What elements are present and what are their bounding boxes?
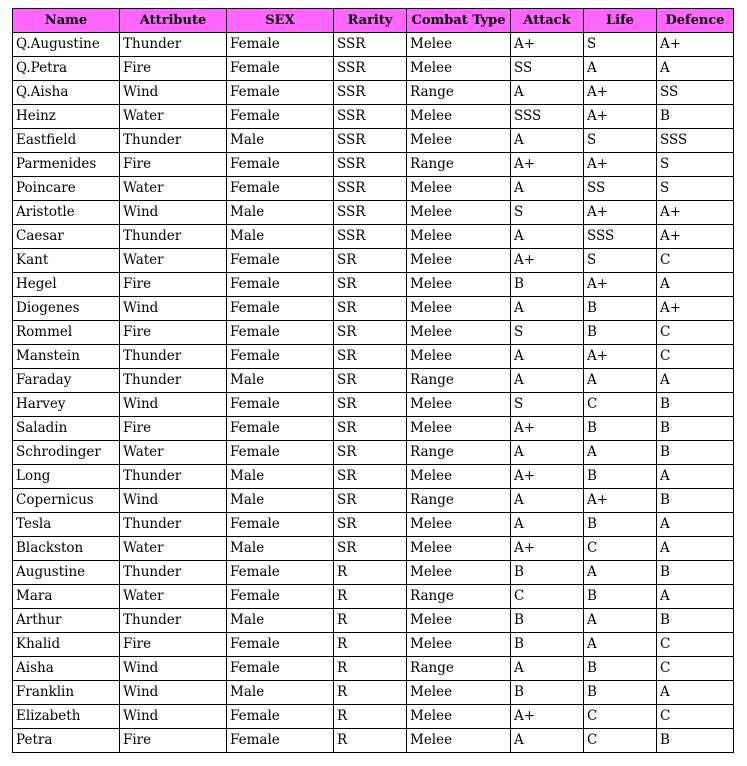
cell-defence: A <box>657 273 734 297</box>
cell-attribute: Fire <box>120 633 227 657</box>
column-header-combat-type: Combat Type <box>407 9 511 33</box>
cell-rarity: SR <box>334 441 407 465</box>
cell-name: Q.Augustine <box>13 33 120 57</box>
cell-combat-type: Melee <box>407 681 511 705</box>
cell-combat-type: Melee <box>407 249 511 273</box>
cell-sex: Male <box>227 369 334 393</box>
cell-life: A <box>584 57 657 81</box>
cell-rarity: R <box>334 633 407 657</box>
cell-attribute: Wind <box>120 201 227 225</box>
cell-rarity: SSR <box>334 33 407 57</box>
cell-attack: A+ <box>511 537 584 561</box>
cell-attribute: Thunder <box>120 129 227 153</box>
cell-rarity: SSR <box>334 105 407 129</box>
cell-life: S <box>584 249 657 273</box>
cell-name: Khalid <box>13 633 120 657</box>
cell-rarity: R <box>334 729 407 753</box>
cell-rarity: R <box>334 681 407 705</box>
column-header-life: Life <box>584 9 657 33</box>
cell-sex: Female <box>227 705 334 729</box>
cell-attack: A <box>511 345 584 369</box>
cell-name: Q.Aisha <box>13 81 120 105</box>
cell-rarity: SR <box>334 297 407 321</box>
cell-attribute: Thunder <box>120 609 227 633</box>
cell-rarity: SSR <box>334 57 407 81</box>
table-row <box>13 633 734 657</box>
cell-name: Aristotle <box>13 201 120 225</box>
cell-sex: Female <box>227 729 334 753</box>
cell-combat-type: Melee <box>407 513 511 537</box>
cell-name: Poincare <box>13 177 120 201</box>
cell-combat-type: Melee <box>407 633 511 657</box>
cell-defence: A+ <box>657 33 734 57</box>
cell-attack: A <box>511 513 584 537</box>
cell-attack: A <box>511 225 584 249</box>
cell-name: Faraday <box>13 369 120 393</box>
cell-life: SSS <box>584 225 657 249</box>
cell-sex: Female <box>227 177 334 201</box>
table-row <box>13 465 734 489</box>
cell-defence: A+ <box>657 225 734 249</box>
cell-name: Kant <box>13 249 120 273</box>
table-row <box>13 249 734 273</box>
cell-life: B <box>584 297 657 321</box>
cell-attack: SS <box>511 57 584 81</box>
cell-name: Elizabeth <box>13 705 120 729</box>
table-row <box>13 81 734 105</box>
cell-sex: Female <box>227 417 334 441</box>
cell-combat-type: Range <box>407 369 511 393</box>
cell-life: A+ <box>584 81 657 105</box>
cell-rarity: SSR <box>334 129 407 153</box>
cell-defence: A+ <box>657 297 734 321</box>
character-table <box>12 8 734 753</box>
cell-life: B <box>584 513 657 537</box>
cell-life: A+ <box>584 201 657 225</box>
table-row <box>13 537 734 561</box>
cell-name: Long <box>13 465 120 489</box>
table-row <box>13 177 734 201</box>
table-row <box>13 609 734 633</box>
cell-attribute: Water <box>120 585 227 609</box>
cell-sex: Male <box>227 129 334 153</box>
cell-combat-type: Melee <box>407 465 511 489</box>
cell-sex: Female <box>227 345 334 369</box>
cell-name: Mara <box>13 585 120 609</box>
cell-combat-type: Melee <box>407 537 511 561</box>
cell-defence: A <box>657 585 734 609</box>
cell-defence: C <box>657 705 734 729</box>
cell-sex: Female <box>227 57 334 81</box>
table-row <box>13 345 734 369</box>
cell-rarity: SSR <box>334 81 407 105</box>
table-row <box>13 321 734 345</box>
cell-combat-type: Melee <box>407 561 511 585</box>
cell-rarity: SSR <box>334 153 407 177</box>
cell-combat-type: Melee <box>407 129 511 153</box>
cell-sex: Male <box>227 225 334 249</box>
cell-defence: B <box>657 729 734 753</box>
cell-sex: Female <box>227 273 334 297</box>
cell-sex: Female <box>227 81 334 105</box>
cell-defence: C <box>657 249 734 273</box>
cell-attack: B <box>511 561 584 585</box>
cell-combat-type: Melee <box>407 177 511 201</box>
cell-life: B <box>584 681 657 705</box>
column-header-defence: Defence <box>657 9 734 33</box>
cell-defence: A <box>657 465 734 489</box>
cell-name: Parmenides <box>13 153 120 177</box>
cell-attack: A <box>511 729 584 753</box>
cell-sex: Male <box>227 537 334 561</box>
cell-life: A <box>584 561 657 585</box>
cell-combat-type: Melee <box>407 33 511 57</box>
cell-life: C <box>584 729 657 753</box>
cell-combat-type: Range <box>407 441 511 465</box>
cell-attack: A <box>511 81 584 105</box>
cell-name: Tesla <box>13 513 120 537</box>
cell-defence: A+ <box>657 201 734 225</box>
cell-attribute: Wind <box>120 81 227 105</box>
cell-combat-type: Melee <box>407 105 511 129</box>
cell-defence: S <box>657 153 734 177</box>
cell-rarity: SSR <box>334 225 407 249</box>
cell-combat-type: Range <box>407 585 511 609</box>
cell-attribute: Fire <box>120 321 227 345</box>
cell-life: S <box>584 33 657 57</box>
cell-attack: A+ <box>511 33 584 57</box>
column-header-name: Name <box>13 9 120 33</box>
cell-rarity: SR <box>334 513 407 537</box>
cell-attribute: Thunder <box>120 513 227 537</box>
table-row <box>13 441 734 465</box>
cell-attack: A <box>511 129 584 153</box>
cell-life: A+ <box>584 153 657 177</box>
cell-rarity: SR <box>334 393 407 417</box>
cell-life: C <box>584 537 657 561</box>
cell-rarity: R <box>334 705 407 729</box>
cell-defence: S <box>657 177 734 201</box>
cell-life: B <box>584 465 657 489</box>
cell-combat-type: Melee <box>407 393 511 417</box>
cell-combat-type: Melee <box>407 729 511 753</box>
cell-name: Copernicus <box>13 489 120 513</box>
table-row <box>13 273 734 297</box>
cell-life: A <box>584 369 657 393</box>
cell-life: B <box>584 657 657 681</box>
cell-sex: Male <box>227 201 334 225</box>
cell-rarity: SR <box>334 489 407 513</box>
cell-attack: A+ <box>511 417 584 441</box>
cell-attack: B <box>511 273 584 297</box>
cell-name: Q.Petra <box>13 57 120 81</box>
cell-attribute: Fire <box>120 57 227 81</box>
table-row <box>13 561 734 585</box>
cell-life: B <box>584 321 657 345</box>
cell-attribute: Water <box>120 249 227 273</box>
table-row <box>13 105 734 129</box>
cell-sex: Male <box>227 609 334 633</box>
cell-sex: Female <box>227 561 334 585</box>
cell-attack: A+ <box>511 465 584 489</box>
cell-sex: Female <box>227 153 334 177</box>
cell-attribute: Fire <box>120 417 227 441</box>
cell-sex: Female <box>227 249 334 273</box>
cell-rarity: R <box>334 585 407 609</box>
cell-sex: Female <box>227 513 334 537</box>
cell-rarity: SR <box>334 537 407 561</box>
cell-sex: Male <box>227 489 334 513</box>
table-row <box>13 729 734 753</box>
column-header-attack: Attack <box>511 9 584 33</box>
cell-attribute: Fire <box>120 153 227 177</box>
cell-attack: A <box>511 177 584 201</box>
cell-life: B <box>584 417 657 441</box>
cell-defence: SS <box>657 81 734 105</box>
table-row <box>13 417 734 441</box>
cell-rarity: R <box>334 609 407 633</box>
table-row <box>13 225 734 249</box>
cell-combat-type: Melee <box>407 201 511 225</box>
cell-name: Petra <box>13 729 120 753</box>
cell-rarity: SR <box>334 273 407 297</box>
cell-attack: C <box>511 585 584 609</box>
cell-life: A+ <box>584 273 657 297</box>
table-row <box>13 201 734 225</box>
cell-rarity: R <box>334 657 407 681</box>
table-row <box>13 393 734 417</box>
cell-name: Caesar <box>13 225 120 249</box>
table-row <box>13 657 734 681</box>
cell-defence: A <box>657 537 734 561</box>
header-row <box>13 9 734 33</box>
cell-rarity: SSR <box>334 201 407 225</box>
cell-name: Franklin <box>13 681 120 705</box>
cell-attack: A+ <box>511 153 584 177</box>
cell-defence: B <box>657 609 734 633</box>
cell-attack: A+ <box>511 705 584 729</box>
cell-name: Harvey <box>13 393 120 417</box>
cell-defence: A <box>657 513 734 537</box>
cell-life: S <box>584 129 657 153</box>
cell-combat-type: Range <box>407 657 511 681</box>
table-row <box>13 513 734 537</box>
cell-attack: A <box>511 657 584 681</box>
cell-name: Aisha <box>13 657 120 681</box>
cell-sex: Female <box>227 33 334 57</box>
cell-combat-type: Melee <box>407 345 511 369</box>
cell-name: Hegel <box>13 273 120 297</box>
cell-attribute: Thunder <box>120 465 227 489</box>
cell-attribute: Wind <box>120 393 227 417</box>
table-header <box>13 9 734 33</box>
cell-life: A <box>584 633 657 657</box>
table-row <box>13 369 734 393</box>
cell-life: A <box>584 609 657 633</box>
column-header-sex: SEX <box>227 9 334 33</box>
cell-attribute: Wind <box>120 489 227 513</box>
cell-life: C <box>584 393 657 417</box>
cell-sex: Female <box>227 321 334 345</box>
cell-combat-type: Melee <box>407 225 511 249</box>
cell-rarity: SR <box>334 249 407 273</box>
table-row <box>13 297 734 321</box>
cell-attribute: Fire <box>120 273 227 297</box>
cell-name: Arthur <box>13 609 120 633</box>
cell-life: A+ <box>584 345 657 369</box>
table-row <box>13 705 734 729</box>
cell-sex: Female <box>227 657 334 681</box>
cell-attack: S <box>511 393 584 417</box>
cell-attack: A <box>511 297 584 321</box>
cell-name: Blackston <box>13 537 120 561</box>
cell-sex: Male <box>227 681 334 705</box>
cell-defence: C <box>657 657 734 681</box>
cell-name: Augustine <box>13 561 120 585</box>
cell-sex: Female <box>227 393 334 417</box>
cell-combat-type: Range <box>407 81 511 105</box>
cell-life: A+ <box>584 105 657 129</box>
cell-combat-type: Melee <box>407 297 511 321</box>
cell-rarity: SR <box>334 417 407 441</box>
cell-combat-type: Range <box>407 153 511 177</box>
cell-defence: C <box>657 345 734 369</box>
cell-defence: B <box>657 561 734 585</box>
cell-attribute: Water <box>120 177 227 201</box>
cell-attack: A <box>511 441 584 465</box>
cell-attack: S <box>511 321 584 345</box>
cell-name: Manstein <box>13 345 120 369</box>
cell-defence: B <box>657 441 734 465</box>
cell-combat-type: Melee <box>407 609 511 633</box>
cell-attribute: Thunder <box>120 561 227 585</box>
cell-attribute: Wind <box>120 681 227 705</box>
cell-defence: B <box>657 417 734 441</box>
cell-attribute: Water <box>120 441 227 465</box>
cell-defence: C <box>657 321 734 345</box>
cell-defence: B <box>657 489 734 513</box>
cell-attack: A+ <box>511 249 584 273</box>
cell-sex: Female <box>227 585 334 609</box>
cell-sex: Male <box>227 465 334 489</box>
cell-attack: A <box>511 369 584 393</box>
table-row <box>13 585 734 609</box>
cell-attribute: Thunder <box>120 225 227 249</box>
cell-sex: Female <box>227 633 334 657</box>
cell-attribute: Water <box>120 537 227 561</box>
cell-life: A <box>584 441 657 465</box>
cell-combat-type: Melee <box>407 273 511 297</box>
cell-rarity: SR <box>334 369 407 393</box>
cell-attribute: Thunder <box>120 33 227 57</box>
cell-defence: B <box>657 105 734 129</box>
cell-rarity: SR <box>334 465 407 489</box>
cell-combat-type: Melee <box>407 417 511 441</box>
cell-sex: Female <box>227 297 334 321</box>
cell-sex: Female <box>227 105 334 129</box>
cell-defence: SSS <box>657 129 734 153</box>
cell-attack: B <box>511 681 584 705</box>
cell-attack: A <box>511 489 584 513</box>
cell-life: C <box>584 705 657 729</box>
cell-defence: A <box>657 681 734 705</box>
cell-name: Rommel <box>13 321 120 345</box>
cell-rarity: SSR <box>334 177 407 201</box>
cell-attack: S <box>511 201 584 225</box>
cell-attack: B <box>511 609 584 633</box>
cell-attack: SSS <box>511 105 584 129</box>
cell-name: Heinz <box>13 105 120 129</box>
cell-defence: A <box>657 57 734 81</box>
cell-attribute: Thunder <box>120 369 227 393</box>
table-body <box>13 33 734 753</box>
cell-attribute: Wind <box>120 657 227 681</box>
column-header-rarity: Rarity <box>334 9 407 33</box>
cell-sex: Female <box>227 441 334 465</box>
cell-defence: A <box>657 369 734 393</box>
cell-combat-type: Melee <box>407 57 511 81</box>
cell-name: Saladin <box>13 417 120 441</box>
table-row <box>13 33 734 57</box>
cell-rarity: SR <box>334 345 407 369</box>
cell-attack: B <box>511 633 584 657</box>
cell-attribute: Fire <box>120 729 227 753</box>
cell-name: Schrodinger <box>13 441 120 465</box>
cell-attribute: Wind <box>120 297 227 321</box>
cell-attribute: Thunder <box>120 345 227 369</box>
cell-life: B <box>584 585 657 609</box>
table-row <box>13 57 734 81</box>
table-row <box>13 129 734 153</box>
cell-defence: C <box>657 633 734 657</box>
cell-attribute: Water <box>120 105 227 129</box>
cell-attribute: Wind <box>120 705 227 729</box>
cell-rarity: R <box>334 561 407 585</box>
cell-life: SS <box>584 177 657 201</box>
cell-name: Eastfield <box>13 129 120 153</box>
cell-combat-type: Melee <box>407 705 511 729</box>
cell-life: A+ <box>584 489 657 513</box>
column-header-attribute: Attribute <box>120 9 227 33</box>
cell-combat-type: Melee <box>407 321 511 345</box>
cell-defence: B <box>657 393 734 417</box>
cell-name: Diogenes <box>13 297 120 321</box>
table-row <box>13 489 734 513</box>
cell-combat-type: Range <box>407 489 511 513</box>
table-row <box>13 681 734 705</box>
cell-rarity: SR <box>334 321 407 345</box>
table-row <box>13 153 734 177</box>
